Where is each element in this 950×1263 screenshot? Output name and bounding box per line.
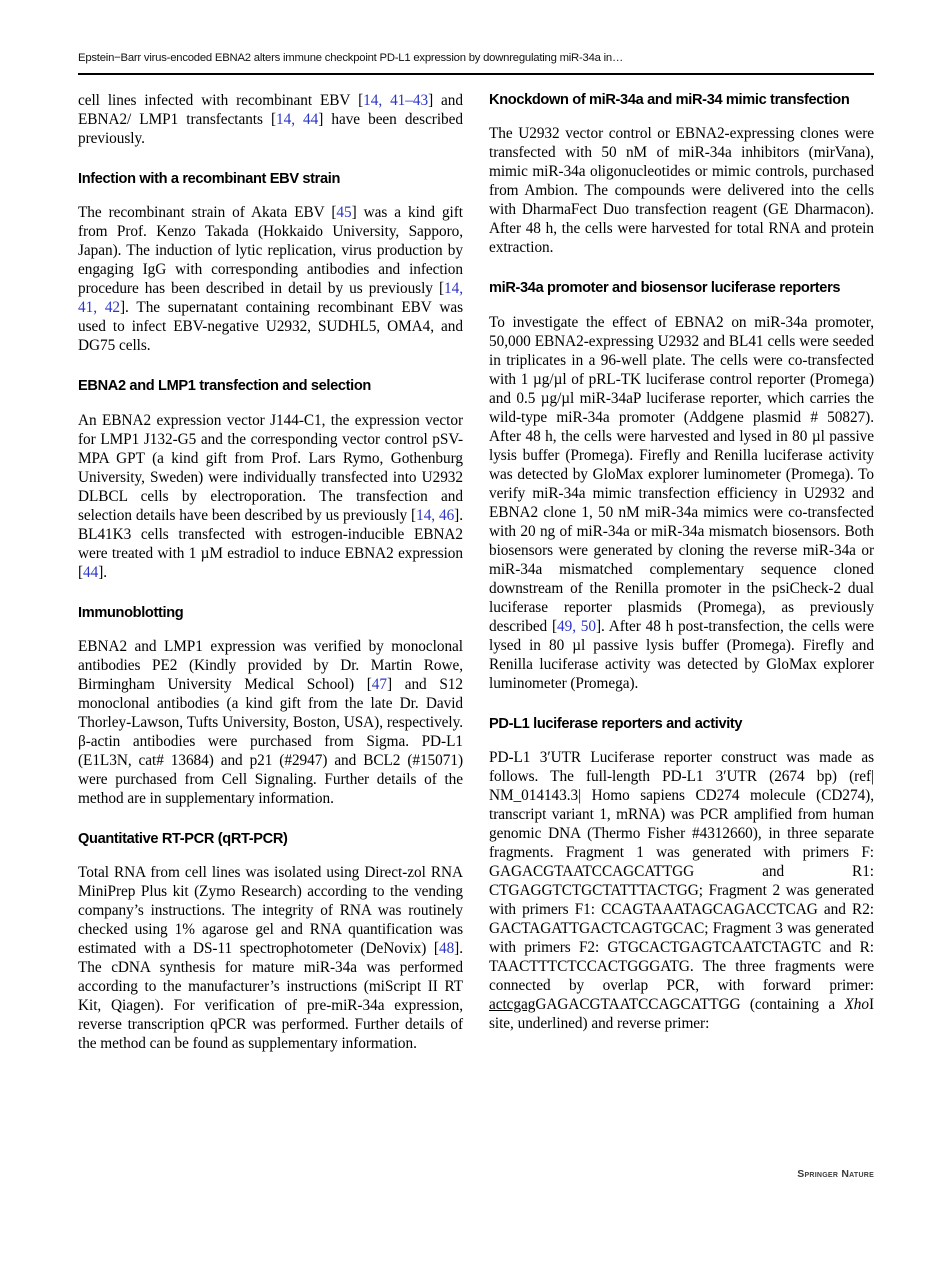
- citation-link[interactable]: 47: [371, 675, 387, 693]
- paragraph-pdl1: [489, 748, 874, 1033]
- text-run: ]. After 48 h post-transfection, the cells were lysed in 80 µl passive lysis buffer (Promega). Firefly and Renilla luciferase activity was detected by GloMax explorer luminometer (Promega).: [489, 617, 874, 692]
- text-run: ] and EBNA2/ LMP1 transfectants [: [78, 92, 463, 128]
- text-run: cell lines infected with recombinant EBV [: [78, 92, 364, 109]
- text-run: The U2932 vector control or EBNA2-expressing clones were transfected with 50 nM of miR-34a inhibitors (mirVana), mimic miR-34a oligonucleotides or mimic controls, purchased from Ambion. The compounds were delivered into the cells with DharmaFect Duo transfection reagent (GE Dharmacon). After 48 h, the cells were harvested for total RNA and protein extraction.: [489, 125, 874, 257]
- citation-link[interactable]: 45: [336, 204, 352, 222]
- citation-link[interactable]: 48: [438, 940, 455, 957]
- paragraph-knockdown: [489, 124, 874, 257]
- right-column: [489, 91, 874, 1151]
- underlined-restriction-sequence: actcgag: [489, 995, 536, 1013]
- publisher-brand-footer: Springer Nature: [797, 1168, 874, 1180]
- text-run: PD-L1 3′UTR Luciferase reporter construct was made as follows. The full-length PD-L1 3′UTR (2674 bp) (ref| NM_014143.3| Homo sapiens CD274 molecule (CD274), transcript variant 1, mRNA) was PCR amplified from human genomic DNA (Thermo Fisher #4312660), in three separate fragments. Fragment 1 was generated with primers F: GAGACGTAATCCAGCATTGG and R1: CTGAGGTCTGCTATTTACTGG; Fragment 2 was generated with primers F1: CCAGTAAATAGCAGACCTCAG and R2: GACTAGATTGACTCAGTGCAC; Fragment 3 was generated with primers F2: GTGCACTGAGTCAATCTAGTC and R: TAACTTTCTCCACTGGGATG. The three fragments were connected by overlap PCR, with forward primer:: [489, 748, 874, 994]
- two-column-body: [78, 91, 874, 1151]
- left-column: [78, 91, 463, 1151]
- header-divider-rule: [78, 73, 874, 75]
- paragraph-continued: [78, 91, 463, 148]
- text-run: EBNA2 and LMP1 expression was verified by monoclonal antibodies PE2 (Kindly provided by Dr. Martin Rowe, Birmingham University Medical School) [: [78, 637, 463, 693]
- text-run: ] have been described previously.: [78, 111, 463, 147]
- text-run: ] and S12 monoclonal antibodies (a kind gift from the late Dr. David Thorley-Lawson, Tufts University, Boston, USA), respectively. β-actin antibodies were purchased from Sigma. PD-L1 (E1L3N, cat# 13684) and p21 (#2947) and BCL2 (#15071) were purchased from Cell Signaling. Further details of the method are in supplementary information.: [78, 675, 464, 807]
- paragraph-promoter: [489, 313, 874, 693]
- section-heading-transfection: EBNA2 and LMP1 transfection and selection: [78, 378, 371, 395]
- citation-link[interactable]: 14, 46: [416, 506, 455, 524]
- citation-link[interactable]: 14, 44: [276, 111, 319, 128]
- text-run: ]. The cDNA synthesis for mature miR-34a was performed according to the manufacturer’s instructions (miScript II RT Kit, Qiagen). For verification of pre-miR-34a expression, reverse transcription qPCR was performed. Further details of the method can be found as supplementary information.: [78, 940, 463, 1052]
- enzyme-name-italic: Xho: [844, 995, 869, 1013]
- running-head: Epstein−Barr virus-encoded EBNA2 alters immune checkpoint PD-L1 expression by downregulating miR-34a in…: [78, 52, 624, 64]
- text-run: To investigate the effect of EBNA2 on miR-34a promoter, 50,000 EBNA2-expressing U2932 and BL41 cells were seeded in triplicates in a 96-well plate. The cells were co-transfected with 1 µg/µl of pRL-TK luciferase control reporter (Promega) and 0.5 µg/µl miR-34aP luciferase reporter, which carries the wild-type miR-34a promoter (Addgene plasmid # 50827). After 48 h, the cells were harvested and lysed in 80 µl passive lysis buffer (Promega). Firefly and Renilla luciferase activity was detected by GloMax explorer luminometer (Promega). To verify miR-34a mimic transfection efficiency in U2932 and EBNA2 clone 1, 50 nM miR-34a mimics were co-transfected with 20 ng of miR-34a or miR-34a mismatch biosensors. Both biosensors were generated by cloning the reverse miR-34a or miR-34a mismatched complementary sequence cloned downstream of the Renilla promoter in the psiCheck-2 dual luciferase reporter plasmids (Promega), as previously described [: [489, 313, 874, 635]
- citation-link[interactable]: 44: [83, 563, 99, 581]
- text-run: ] was a kind gift from Prof. Kenzo Takada (Hokkaido University, Sapporo, Japan). The induction of lytic replication, virus production by engaging IgG with corresponding antibodies and infection procedure has been described in detail by us previously [: [78, 204, 463, 298]
- text-run: Total RNA from cell lines was isolated using Direct-zol RNA MiniPrep Plus kit (Zymo Research) according to the vending company’s instructions. The integrity of RNA was routinely checked using 1% agarose gel and RNA quantification was estimated with a DS-11 spectrophotometer (DeNovix) [: [78, 864, 463, 957]
- paragraph-qrtpcr: [78, 863, 463, 1053]
- paragraph-transfection: [78, 411, 463, 582]
- text-run: The recombinant strain of Akata EBV [: [78, 204, 337, 222]
- text-run: An EBNA2 expression vector J144-C1, the expression vector for LMP1 J132-G5 and the corresponding vector control pSV-MPA GPT (a kind gift from Prof. Lars Rymo, Gothenburg University, Sweden) were individually transfected into U2932 DLBCL cells by electroporation. The transfection and selection details have been described by us previously [: [78, 411, 463, 524]
- paragraph-immunoblotting: [78, 637, 463, 808]
- section-heading-promoter: miR-34a promoter and biosensor luciferase reporters: [489, 280, 841, 297]
- section-heading-immunoblotting: Immunoblotting: [78, 604, 184, 621]
- paragraph-infection: [78, 203, 463, 355]
- text-run: ].: [98, 563, 108, 581]
- section-heading-infection: Infection with a recombinant EBV strain: [78, 171, 341, 187]
- section-heading-pdl1: PD-L1 luciferase reporters and activity: [489, 715, 743, 732]
- citation-link[interactable]: 49, 50: [557, 617, 596, 635]
- section-heading-qrtpcr: Quantitative RT-PCR (qRT-PCR): [78, 830, 288, 847]
- citation-link[interactable]: 14, 41–43: [363, 92, 429, 109]
- text-run: I site, underlined) and reverse primer:: [489, 995, 874, 1032]
- section-heading-knockdown: Knockdown of miR-34a and miR-34 mimic transfection: [489, 92, 850, 108]
- citation-link[interactable]: 14, 41, 42: [78, 280, 463, 317]
- text-run: ]. BL41K3 cells transfected with estrogen-inducible EBNA2 were treated with 1 µM estradiol to induce EBNA2 expression [: [78, 506, 463, 581]
- text-run: GAGACGTAATCCAGCATTGG (containing a: [535, 995, 845, 1013]
- text-run: ]. The supernatant containing recombinant EBV was used to infect EBV-negative U2932, SUDHL5, OMA4, and DG75 cells.: [78, 299, 463, 355]
